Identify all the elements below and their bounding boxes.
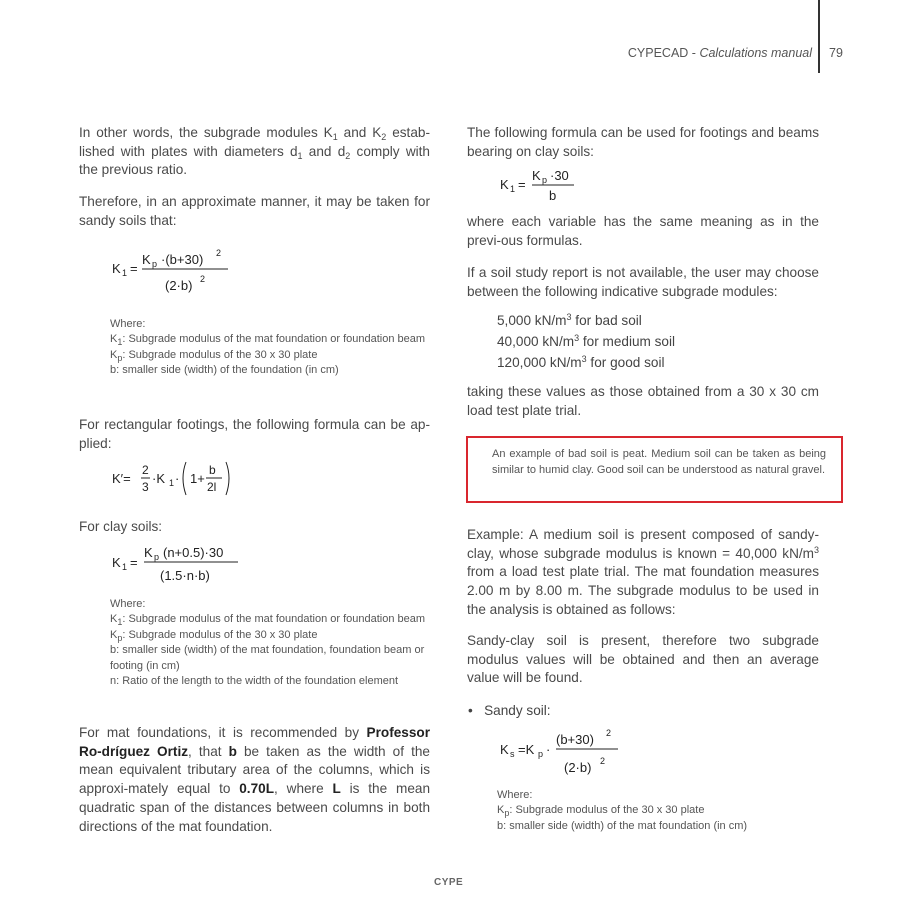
svg-text:=: =: [130, 555, 138, 570]
svg-text:K′=: K′=: [112, 471, 131, 486]
formula-k1-clay: [110, 540, 250, 588]
svg-text:=: =: [518, 177, 526, 192]
where-block-2: Where: $K_1$: Subgrade modulus of the mat foundation or foundation beam $K_p$: Subgrade modulus of the 30 x 30 plate b: smaller side (width) of the mat foundation, foundation beam or footing (in cm) n: Ratio of the length to the width of the foundation element: [110, 598, 426, 688]
svg-text:K: K: [500, 177, 509, 192]
svg-text:1: 1: [510, 184, 516, 194]
left-paragraph-4: For clay soils:: [79, 519, 163, 534]
svg-text:p: p: [538, 749, 544, 759]
modules-list: [497, 310, 675, 373]
left-paragraph-5: For mat foundations, it is recommended by Professor Ro-dríguez Ortiz, that b be taken as the width of the mean equivalent tributary area of the columns, which is approxi-mately equal to 0.70L, where L is the mean quadratic span of the distances between columns in both directions of the mat foundation.: [79, 725, 431, 834]
svg-text:s: s: [510, 749, 515, 759]
left-paragraph-2: Therefore, in an approximate manner, it may be taken for sandy soils that:: [79, 194, 430, 228]
svg-text:K: K: [144, 545, 153, 560]
module-good: 120,000 $kN/m^3$ for good soil: [497, 354, 665, 370]
page-number: 79: [829, 46, 843, 60]
header-divider: [818, 0, 820, 73]
svg-text:1: 1: [122, 562, 128, 572]
svg-text:2: 2: [142, 463, 149, 477]
svg-text:(n+0.5)·30: (n+0.5)·30: [163, 545, 224, 560]
svg-text:p: p: [542, 175, 548, 185]
svg-text:2: 2: [200, 274, 206, 284]
formula-k1-footing: [498, 165, 588, 205]
right-paragraph-4: taking these values as those obtained from a 30 x 30 cm load test plate trial.: [467, 384, 819, 418]
svg-text:K: K: [112, 261, 121, 276]
module-bad: 5,000 $kN/m^3$ for bad soil: [497, 312, 642, 328]
right-paragraph-5: Example: A medium soil is present composed of sandy-clay, whose subgrade modulus is known = 40,000 $kN/m^3$ from a load test plate trial. The mat foundation measures 2.00 m by 8.00 m. The subgrade modulus to be used in the analysis is obtained as follows:: [467, 527, 819, 617]
right-paragraph-1: The following formula can be used for footings and beams bearing on clay soils:: [467, 125, 819, 159]
module-medium: 40,000 $kN/m^3$ for medium soil: [497, 333, 676, 349]
note-text: An example of bad soil is peat. Medium soil can be taken as being similar to humid clay. Good soil can be understood as natural gravel.: [492, 448, 826, 476]
right-paragraph-6: Sandy-clay soil is present, therefore two subgrade modulus values will be obtained and then an average value will be found.: [467, 633, 819, 686]
header-title: Calculations manual: [699, 46, 812, 60]
svg-text:2: 2: [216, 248, 222, 258]
svg-text:K: K: [112, 555, 121, 570]
svg-text:·: ·: [175, 471, 180, 486]
header-app: CYPECAD: [627, 46, 689, 60]
formula-k1-sandy: [110, 240, 240, 300]
running-header: [628, 46, 812, 60]
right-paragraph-3: If a soil study report is not available, the user may choose between the following indicative subgrade modules:: [467, 265, 819, 299]
svg-text:p: p: [152, 259, 158, 269]
formula-ks: [498, 722, 628, 780]
svg-text:2: 2: [600, 756, 606, 766]
svg-text:·30: ·30: [550, 168, 569, 183]
svg-text:K: K: [500, 742, 509, 757]
bullet-sandy-soil: • Sandy soil:: [468, 703, 551, 718]
svg-text:b: b: [549, 188, 557, 203]
svg-text:b: b: [209, 463, 216, 477]
svg-text:2l: 2l: [207, 480, 217, 494]
svg-text:(1.5·n·b): (1.5·n·b): [160, 568, 210, 583]
svg-text:(b+30): (b+30): [556, 732, 594, 747]
svg-text:K: K: [142, 252, 151, 267]
svg-text:·: ·: [546, 742, 551, 757]
svg-text:=: =: [130, 261, 138, 276]
footer-brand: CYPE: [434, 877, 464, 888]
svg-text:p: p: [154, 552, 160, 562]
where-block-1: Where: $K_1$: Subgrade modulus of the mat foundation or foundation beam $K_p$: Subgrade modulus of the 30 x 30 plate b: smaller side (width) of the foundation (in cm): [110, 318, 426, 377]
svg-text:(2·b): (2·b): [165, 278, 193, 293]
svg-text:1+: 1+: [190, 471, 205, 486]
header-sep: -: [688, 46, 700, 60]
right-paragraph-2: where each variable has the same meaning as in the previ-ous formulas.: [467, 214, 819, 248]
left-paragraph-1: In other words, the subgrade modules $K_1$ and $K_2$ estab-lished with plates with diameters $d_1$ and $d_2$ comply with the previous ratio.: [79, 125, 430, 178]
formula-k-prime: [110, 458, 240, 500]
svg-text:1: 1: [122, 268, 128, 278]
svg-text:3: 3: [142, 480, 149, 494]
svg-text:=K: =K: [518, 742, 535, 757]
svg-text:2: 2: [606, 728, 612, 738]
svg-text:·K: ·K: [152, 471, 165, 486]
svg-text:1: 1: [169, 478, 175, 488]
where-block-3: Where: $K_p$: Subgrade modulus of the 30 x 30 plate b: smaller side (width) of the mat foundation (in cm): [497, 789, 748, 832]
svg-text:(2·b): (2·b): [564, 760, 592, 775]
left-paragraph-3: For rectangular footings, the following formula can be ap-plied:: [79, 417, 430, 451]
svg-text:·(b+30): ·(b+30): [161, 252, 204, 267]
svg-text:K: K: [532, 168, 541, 183]
